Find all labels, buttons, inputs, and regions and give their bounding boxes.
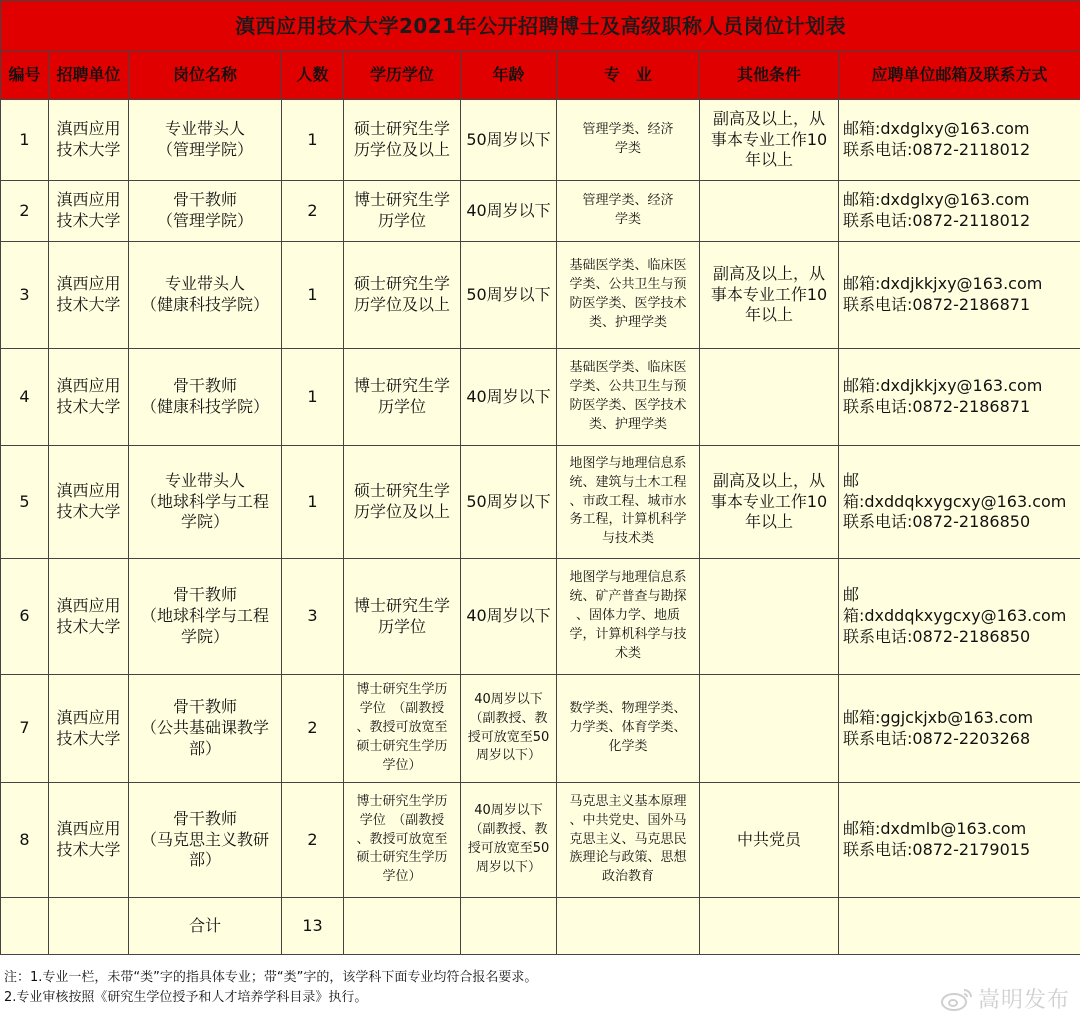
row-count: 1: [282, 446, 344, 559]
row-unit: 滇西应用 技术大学: [49, 181, 129, 242]
row-age: 40周岁以下: [461, 181, 557, 242]
title-row: [1, 1, 1080, 52]
row-degree: 博士研究生学 历学位: [344, 349, 461, 446]
row-major: 数学类、物理学类、 力学类、体育学类、 化学类: [557, 675, 700, 783]
row-count: 2: [282, 783, 344, 898]
row-age: 50周岁以下: [461, 242, 557, 349]
row-post: 骨干教师 （马克思主义教研 部）: [129, 783, 282, 898]
header-no: 编号: [1, 52, 49, 100]
table-row: [1, 181, 1080, 242]
table-row: [1, 783, 1080, 898]
row-post: 骨干教师 （地球科学与工程 学院）: [129, 559, 282, 675]
watermark: [940, 983, 1070, 1014]
total-count: 13: [282, 898, 344, 955]
row-number: 4: [1, 349, 49, 446]
header-major: 专 业: [557, 52, 700, 100]
table-row: [1, 559, 1080, 675]
row-contact: 邮箱:dxdjkkjxy@163.com 联系电话:0872-2186871: [839, 349, 1080, 446]
row-contact: 邮箱:dxdglxy@163.com 联系电话:0872-2118012: [839, 100, 1080, 181]
row-other: 中共党员: [700, 783, 839, 898]
row-number: 3: [1, 242, 49, 349]
header-post: 岗位名称: [129, 52, 282, 100]
footnote: [4, 968, 537, 1008]
row-degree: 硕士研究生学 历学位及以上: [344, 100, 461, 181]
row-unit: 滇西应用 技术大学: [49, 242, 129, 349]
row-number: 2: [1, 181, 49, 242]
row-post: 专业带头人 （地球科学与工程 学院）: [129, 446, 282, 559]
row-major: 基础医学类、临床医 学类、公共卫生与预 防医学类、医学技术 类、护理学类: [557, 242, 700, 349]
row-number: 8: [1, 783, 49, 898]
row-other: [700, 675, 839, 783]
row-degree: 硕士研究生学 历学位及以上: [344, 446, 461, 559]
row-age: 40周岁以下: [461, 559, 557, 675]
table-row: [1, 675, 1080, 783]
header-row: [1, 52, 1080, 100]
row-count: 2: [282, 675, 344, 783]
row-number: 6: [1, 559, 49, 675]
row-major: 地图学与地理信息系 统、建筑与土木工程 、市政工程、城市水 务工程，计算机科学 与技术类: [557, 446, 700, 559]
row-age: 40周岁以下: [461, 349, 557, 446]
row-number: 5: [1, 446, 49, 559]
row-age: 50周岁以下: [461, 446, 557, 559]
table-row: [1, 446, 1080, 559]
footnote-line-1: 注：1.专业一栏，未带“类”字的指具体专业；带“类”字的，该学科下面专业均符合报名要求。: [4, 970, 538, 985]
table-title: 滇西应用技术大学2021年公开招聘博士及高级职称人员岗位计划表: [1, 1, 1080, 52]
total-row: [1, 898, 1080, 955]
row-unit: 滇西应用 技术大学: [49, 349, 129, 446]
row-other: [700, 349, 839, 446]
row-count: 1: [282, 349, 344, 446]
row-contact: 邮箱:ggjckjxb@163.com 联系电话:0872-2203268: [839, 675, 1080, 783]
row-other: [700, 559, 839, 675]
row-degree: 博士研究生学 历学位: [344, 559, 461, 675]
row-post: 骨干教师 （公共基础课教学 部）: [129, 675, 282, 783]
row-degree: 博士研究生学 历学位: [344, 181, 461, 242]
row-post: 专业带头人 （管理学院）: [129, 100, 282, 181]
row-contact: 邮箱:dxdmlb@163.com 联系电话:0872-2179015: [839, 783, 1080, 898]
row-count: 1: [282, 242, 344, 349]
row-other: 副高及以上，从 事本专业工作10 年以上: [700, 446, 839, 559]
header-count: 人数: [282, 52, 344, 100]
row-contact: 邮箱:dxdglxy@163.com 联系电话:0872-2118012: [839, 181, 1080, 242]
row-other: [700, 181, 839, 242]
row-unit: 滇西应用 技术大学: [49, 675, 129, 783]
header-degree: 学历学位: [344, 52, 461, 100]
row-major: 管理学类、经济 学类: [557, 181, 700, 242]
row-age: 40周岁以下 （副教授、教 授可放宽至50 周岁以下）: [461, 783, 557, 898]
row-count: 3: [282, 559, 344, 675]
row-degree: 硕士研究生学 历学位及以上: [344, 242, 461, 349]
row-major: 地图学与地理信息系 统、矿产普查与勘探 、固体力学、地质 学，计算机科学与技 术类: [557, 559, 700, 675]
row-number: 1: [1, 100, 49, 181]
header-other: 其他条件: [700, 52, 839, 100]
row-post: 骨干教师 （健康科技学院）: [129, 349, 282, 446]
header-unit: 招聘单位: [49, 52, 129, 100]
row-age: 50周岁以下: [461, 100, 557, 181]
header-contact: 应聘单位邮箱及联系方式: [839, 52, 1080, 100]
row-post: 骨干教师 （管理学院）: [129, 181, 282, 242]
row-unit: 滇西应用 技术大学: [49, 559, 129, 675]
row-post: 专业带头人 （健康科技学院）: [129, 242, 282, 349]
table-row: [1, 100, 1080, 181]
table-row: [1, 242, 1080, 349]
row-major: 马克思主义基本原理 、中共党史、国外马 克思主义、马克思民 族理论与政策、思想 政治教育: [557, 783, 700, 898]
row-age: 40周岁以下 （副教授、教 授可放宽至50 周岁以下）: [461, 675, 557, 783]
row-contact: 邮箱:dxddqkxygcxy@163.com 联系电话:0872-2186850: [839, 559, 1080, 675]
row-contact: 邮箱:dxdjkkjxy@163.com 联系电话:0872-2186871: [839, 242, 1080, 349]
watermark-text: 嵩明发布: [977, 988, 1070, 1013]
row-unit: 滇西应用 技术大学: [49, 783, 129, 898]
row-degree: 博士研究生学历 学位 （副教授 、教授可放宽至 硕士研究生学历 学位）: [344, 783, 461, 898]
footnote-line-2: 2.专业审核按照《研究生学位授予和人才培养学科目录》执行。: [4, 990, 368, 1005]
total-label: 合计: [129, 898, 282, 955]
row-number: 7: [1, 675, 49, 783]
row-contact: 邮箱:dxddqkxygcxy@163.com 联系电话:0872-2186850: [839, 446, 1080, 559]
row-count: 1: [282, 100, 344, 181]
weibo-logo-icon: [940, 986, 974, 1012]
row-unit: 滇西应用 技术大学: [49, 446, 129, 559]
table-row: [1, 349, 1080, 446]
row-count: 2: [282, 181, 344, 242]
row-other: 副高及以上，从 事本专业工作10 年以上: [700, 242, 839, 349]
row-degree: 博士研究生学历 学位 （副教授 、教授可放宽至 硕士研究生学历 学位）: [344, 675, 461, 783]
header-age: 年龄: [461, 52, 557, 100]
row-major: 管理学类、经济 学类: [557, 100, 700, 181]
row-major: 基础医学类、临床医 学类、公共卫生与预 防医学类、医学技术 类、护理学类: [557, 349, 700, 446]
row-unit: 滇西应用 技术大学: [49, 100, 129, 181]
row-other: 副高及以上，从 事本专业工作10 年以上: [700, 100, 839, 181]
